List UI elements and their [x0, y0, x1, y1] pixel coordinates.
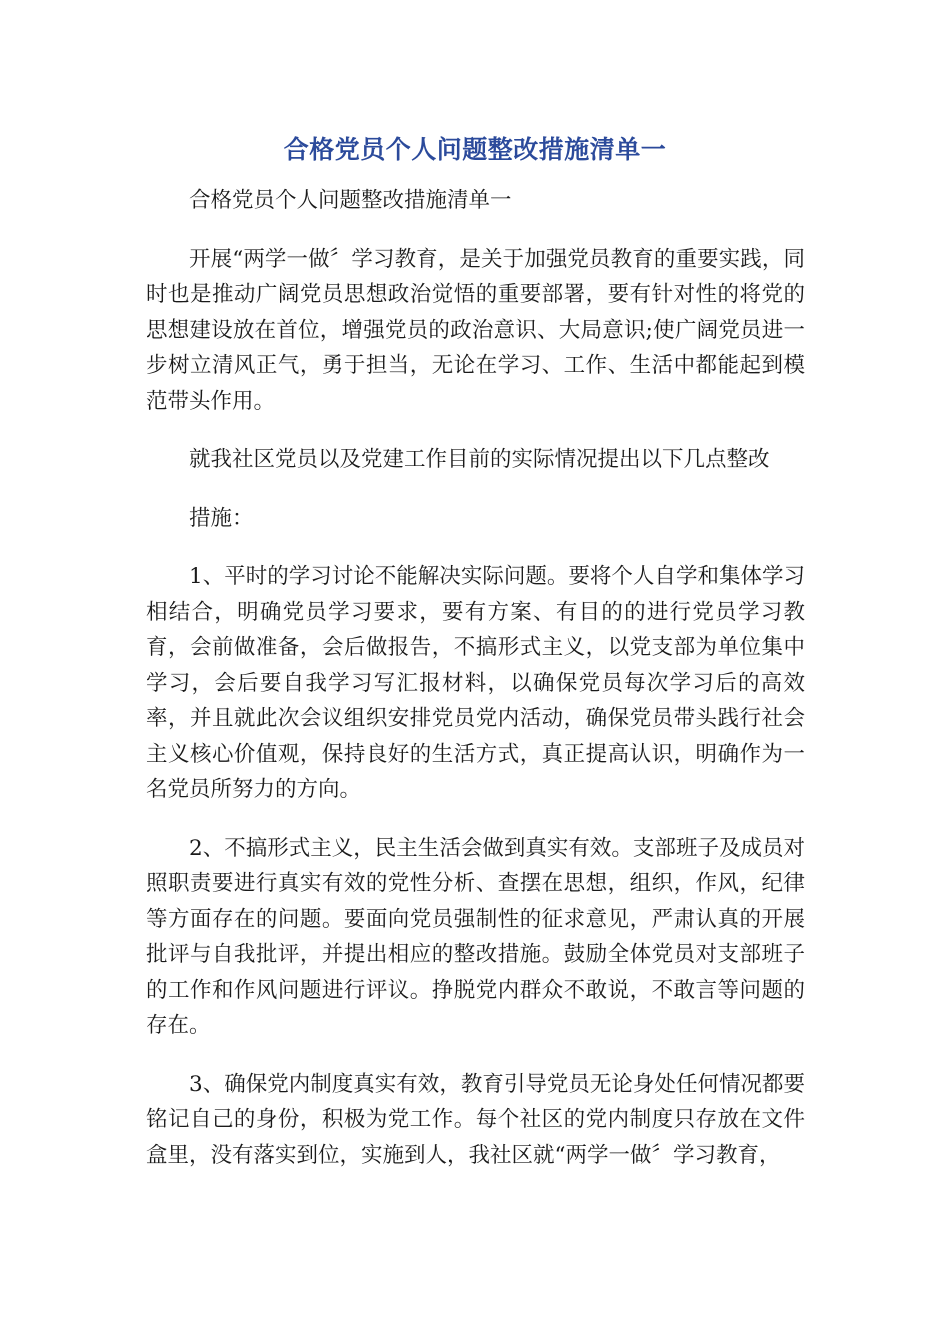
- paragraph-measures-label: 措施：: [189, 505, 254, 531]
- paragraph-measure-1: 1、平时的学习讨论不能解决实际问题。要将个人自学和集体学习相结合，明确党员学习要求，要有方案、有目的的进行党员学习教育，会前做准备，会后做报告，不搞形式主义，以党支部为单位集中学习，会后要自我学习写汇报材料，以确保党员每次学习后的高效率，并且就此次会议组织安排党员党内活动，确保党员带头践行社会主义核心价值观，保持良好的生活方式，真正提高认识，明确作为一名党员所努力的方向。: [146, 564, 805, 802]
- paragraph-measure-3: 3、确保党内制度真实有效，教育引导党员无论身处任何情况都要铭记自己的身份，积极为党工作。每个社区的党内制度只存放在文件盒里，没有落实到位，实施到人，我社区就“两学一做〞学习教育，: [146, 1071, 805, 1168]
- document-title: 合格党员个人问题整改措施清单一: [283, 135, 667, 164]
- paragraph-measure-2: 2、不搞形式主义，民主生活会做到真实有效。支部班子及成员对照职责要进行真实有效的党性分析、查摆在思想，组织，作风，纪律等方面存在的问题。要面向党员强制性的征求意见，严肃认真的开展批评与自我批评，并提出相应的整改措施。鼓励全体党员对支部班子的工作和作风问题进行评议。挣脱党内群众不敢说，不敢言等问题的存在。: [146, 835, 805, 1038]
- paragraph-lead-in: 就我社区党员以及党建工作目前的实际情况提出以下几点整改: [189, 447, 770, 472]
- document-body: [146, 183, 805, 1196]
- paragraph-subtitle: 合格党员个人问题整改措施清单一: [189, 188, 512, 213]
- paragraph-intro: 开展“两学一做〞学习教育，是关于加强党员教育的重要实践，同时也是推动广阔党员思想政治觉悟的重要部署，要有针对性的将党的思想建设放在首位，增强党员的政治意识、大局意识;使广阔党员进一步树立清风正气，勇于担当，无论在学习、工作、生活中都能起到模范带头作用。: [146, 246, 805, 414]
